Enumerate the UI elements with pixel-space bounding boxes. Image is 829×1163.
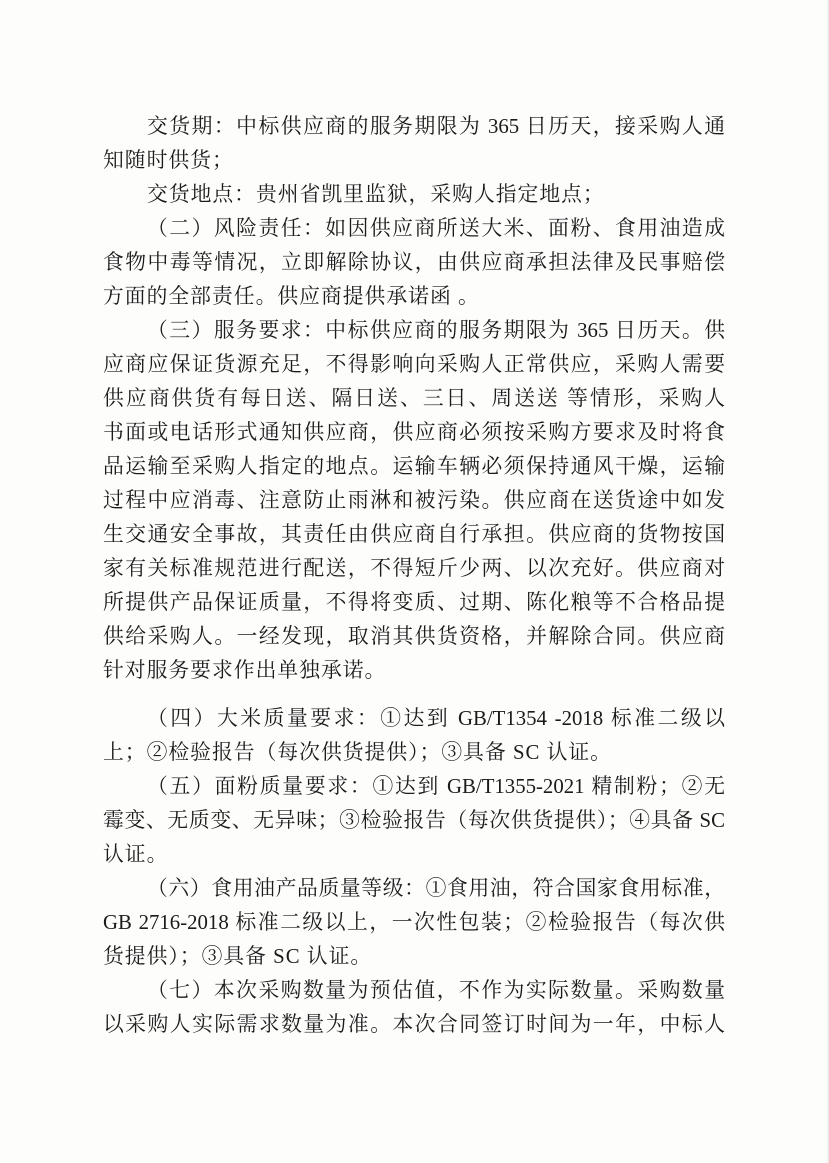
text-line: 食物中毒等情况，立即解除协议，由供应商承担法律及民事赔偿: [103, 251, 725, 274]
text-line: 上；②检验报告（每次供货提供）；③具备 SC 认证。: [103, 741, 612, 764]
paragraph-risk-responsibility: [103, 212, 725, 314]
text-line: （七）本次采购数量为预估值，不作为实际数量。采购数量: [147, 979, 725, 1002]
text-line: 交货期：中标供应商的服务期限为 365 日历天，接采购人通: [147, 115, 725, 138]
paragraph-rice-quality: [103, 702, 725, 770]
paragraph-flour-quality: [103, 770, 725, 872]
paragraph-delivery-period: [103, 110, 725, 178]
text-line: （二）风险责任：如因供应商所送大米、面粉、食用油造成: [147, 217, 725, 240]
text-line: 知随时供货；: [103, 149, 234, 172]
text-line: GB 2716-2018 标准二级以上，一次性包装；②检验报告（每次供: [103, 911, 725, 934]
text-line: （五）面粉质量要求：①达到 GB/T1355-2021 精制粉；②无: [147, 775, 725, 798]
text-line: （三）服务要求：中标供应商的服务期限为 365 日历天。供: [147, 319, 725, 342]
text-line: 货提供）；③具备 SC 认证。: [103, 945, 373, 968]
text-line: 品运输至采购人指定的地点。运输车辆必须保持通风干燥，运输: [103, 455, 725, 478]
text-line: 针对服务要求作出单独承诺。: [103, 659, 387, 682]
text-line: （四）大米质量要求：①达到 GB/T1354 -2018 标准二级以: [147, 707, 725, 730]
paragraph-oil-quality: [103, 872, 725, 974]
text-line: 应商应保证货源充足，不得影响向采购人正常供应，采购人需要: [103, 353, 725, 376]
paragraph-procurement-quantity: [103, 974, 725, 1042]
text-line: 过程中应消毒、注意防止雨淋和被污染。供应商在送货途中如发: [103, 489, 725, 512]
document-page: [103, 110, 725, 1042]
text-line: 所提供产品保证质量，不得将变质、过期、陈化粮等不合格品提: [103, 591, 725, 614]
text-line: 书面或电话形式通知供应商，供应商必须按采购方要求及时将食: [103, 421, 725, 444]
text-line: 以采购人实际需求数量为准。本次合同签订时间为一年，中标人: [103, 1013, 725, 1036]
text-line: 认证。: [103, 843, 169, 866]
text-line: 生交通安全事故，其责任由供应商自行承担。供应商的货物按国: [103, 523, 725, 546]
text-line: 供应商供货有每日送、隔日送、三日、周送送 等情形，采购人: [103, 387, 725, 410]
text-line: 供给采购人。一经发现，取消其供货资格，并解除合同。供应商: [103, 625, 725, 648]
text-line: （六）食用油产品质量等级：①食用油，符合国家食用标准，: [147, 877, 725, 900]
text-line: 交货地点：贵州省凯里监狱，采购人指定地点；: [147, 183, 605, 206]
paragraph-service-requirements: [103, 314, 725, 688]
text-line: 霉变、无质变、无异味；③检验报告（每次供货提供）；④具备 SC: [103, 809, 725, 832]
text-line: 方面的全部责任。供应商提供承诺函 。: [103, 285, 480, 308]
text-line: 家有关标准规范进行配送，不得短斤少两、以次充好。供应商对: [103, 557, 725, 580]
paragraph-delivery-location: [103, 178, 725, 212]
